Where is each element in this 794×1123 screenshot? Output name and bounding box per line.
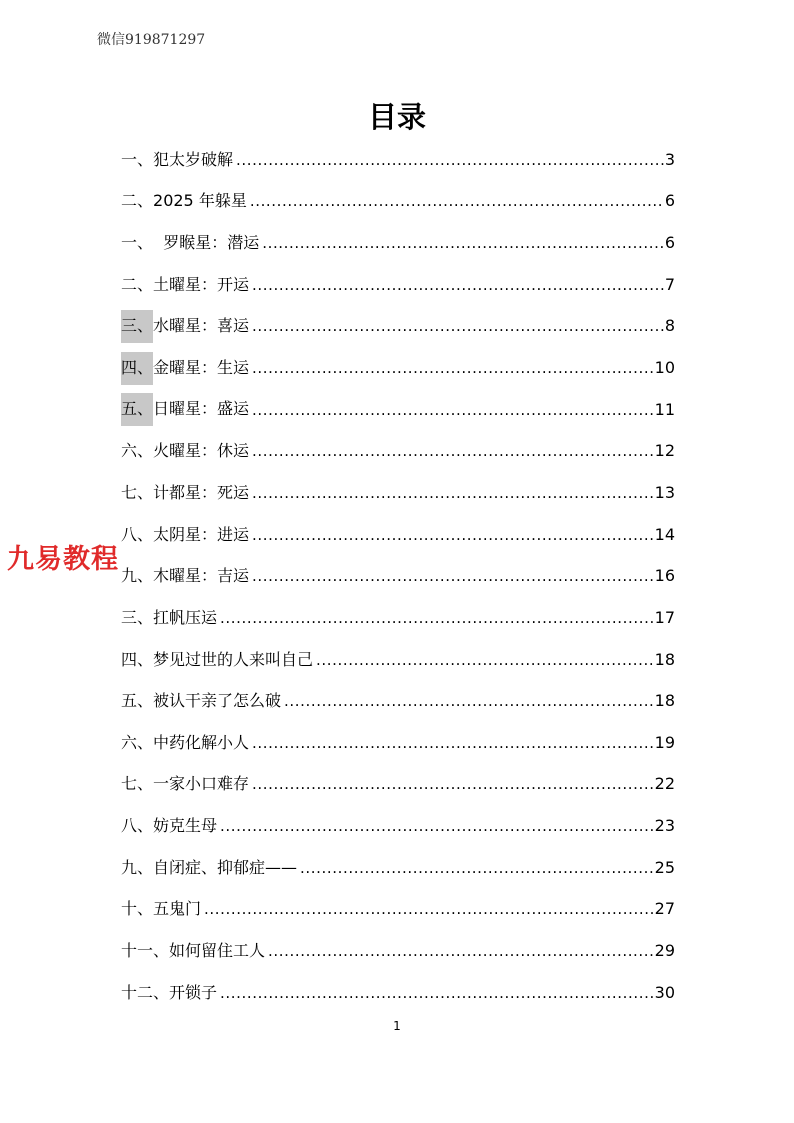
toc-entry-page: 19 — [654, 732, 675, 752]
toc-entry-text: 金曜星：生运 — [153, 357, 250, 377]
toc-entry-label — [121, 525, 252, 545]
toc-entry-text: 日曜星：盛运 — [153, 399, 250, 419]
toc-entry[interactable] — [121, 347, 675, 389]
toc-entry-page: 6 — [664, 191, 675, 211]
toc-entry-text: 如何留住工人 — [169, 940, 266, 960]
toc-entry-number: 二、 — [121, 191, 154, 211]
toc-entry-label — [121, 774, 252, 794]
toc-entry-leader-dots — [220, 983, 654, 1003]
toc-entry[interactable] — [121, 680, 675, 722]
toc-entry-page: 11 — [654, 399, 675, 419]
toc-entry-label — [121, 899, 204, 919]
toc-entry-label — [121, 566, 252, 586]
toc-entry-number: 九、 — [121, 566, 154, 586]
toc-entry-text: 被认干亲了怎么破 — [153, 691, 282, 711]
toc-entry-page: 23 — [654, 816, 675, 836]
toc-entry[interactable] — [121, 764, 675, 806]
toc-entry-text: 扛帆压运 — [153, 607, 218, 627]
toc-entry-text: 犯太岁破解 — [153, 149, 234, 169]
toc-title: 目录 — [367, 100, 426, 134]
toc-entry-number: 一、 — [121, 233, 154, 253]
toc-entry-number: 六、 — [121, 441, 154, 461]
toc-entry-number: 八、 — [121, 816, 154, 836]
toc-entry-text: 妨克生母 — [153, 816, 218, 836]
toc-entry-leader-dots — [252, 358, 654, 378]
toc-entry-number: 九、 — [121, 857, 154, 877]
toc-entry-label — [121, 310, 252, 343]
toc-entry[interactable] — [121, 930, 675, 972]
toc-entry-leader-dots — [252, 525, 654, 545]
toc-entry-page: 22 — [654, 774, 675, 794]
toc-entry-label — [121, 233, 262, 253]
toc-entry-number: 七、 — [121, 774, 154, 794]
toc-entry-number: 十一、 — [121, 940, 170, 960]
toc-entry[interactable] — [121, 389, 675, 431]
toc-entry[interactable] — [121, 639, 675, 681]
toc-entry-page: 3 — [664, 149, 675, 169]
toc-entry-page: 18 — [654, 649, 675, 669]
toc-entry-label — [121, 983, 220, 1003]
toc-entry-label — [121, 941, 268, 961]
toc-entry-text: 自闭症、抑郁症—— — [153, 857, 298, 877]
toc-entry-text: 梦见过世的人来叫自己 — [153, 649, 314, 669]
toc-entry[interactable] — [121, 222, 675, 264]
toc-entry-text: 太阴星：进运 — [153, 524, 250, 544]
toc-entry-leader-dots — [204, 899, 654, 919]
toc-entry-label — [121, 733, 252, 753]
toc-entry[interactable] — [121, 514, 675, 556]
toc-entry-number: 三、 — [121, 310, 153, 343]
toc-entry-page: 13 — [654, 482, 675, 502]
toc-entry-number: 八、 — [121, 524, 154, 544]
toc-entry-page: 17 — [654, 607, 675, 627]
toc-entry-text: 中药化解小人 — [153, 732, 250, 752]
toc-entry-page: 18 — [654, 691, 675, 711]
toc-entry-label — [121, 352, 252, 385]
toc-entry-text: 计都星：死运 — [153, 482, 250, 502]
toc-entry[interactable] — [121, 139, 675, 181]
toc-entry-label — [121, 275, 252, 295]
toc-entry-number: 六、 — [121, 732, 154, 752]
page-number: 1 — [393, 1019, 401, 1033]
toc-entry[interactable] — [121, 430, 675, 472]
toc-entry-page: 12 — [654, 441, 675, 461]
toc-entry-text: 开锁子 — [169, 982, 218, 1002]
toc-entry-leader-dots — [236, 150, 664, 170]
toc-entry-page: 25 — [654, 857, 675, 877]
toc-entry[interactable] — [121, 847, 675, 889]
toc-entry[interactable] — [121, 306, 675, 348]
toc-entry-text: 罗睺星：潜运 — [153, 233, 260, 253]
toc-entry-number: 十二、 — [121, 982, 170, 1002]
toc-entry-label — [121, 483, 252, 503]
toc-entry-text: 木曜星：吉运 — [153, 566, 250, 586]
toc-entry-number: 三、 — [121, 607, 154, 627]
toc-entry-page: 30 — [654, 982, 675, 1002]
toc-entry-page: 16 — [654, 566, 675, 586]
toc-entry-number: 四、 — [121, 352, 153, 385]
toc-entry[interactable] — [121, 181, 675, 223]
toc-entry[interactable] — [121, 889, 675, 931]
toc-entry-text: 五鬼门 — [153, 899, 202, 919]
toc-entry-page: 6 — [664, 233, 675, 253]
toc-entry-label — [121, 441, 252, 461]
toc-entry-leader-dots — [252, 733, 654, 753]
toc-entry-leader-dots — [252, 566, 654, 586]
toc-entry-page: 7 — [664, 274, 675, 294]
toc-entry-number: 五、 — [121, 691, 154, 711]
toc-entry-number: 五、 — [121, 393, 153, 426]
toc-entry-label — [121, 393, 252, 426]
toc-entry-leader-dots — [220, 608, 654, 628]
toc-entry-label — [121, 191, 250, 211]
toc-entry-label — [121, 608, 220, 628]
toc-entry-label — [121, 691, 284, 711]
toc-entry-leader-dots — [268, 941, 654, 961]
toc-entry-leader-dots — [252, 483, 654, 503]
toc-entry-leader-dots — [252, 400, 654, 420]
toc-entry[interactable] — [121, 805, 675, 847]
toc-entry[interactable] — [121, 722, 675, 764]
toc-entry-label — [121, 650, 316, 670]
toc-entry-number: 四、 — [121, 649, 154, 669]
toc-entry-text: 水曜星：喜运 — [153, 315, 250, 335]
toc-entry-leader-dots — [316, 650, 654, 670]
toc-entry[interactable] — [121, 597, 675, 639]
toc-entry-leader-dots — [252, 774, 654, 794]
toc-entry-page: 8 — [664, 316, 675, 336]
header-contact-note: 微信919871297 — [97, 32, 206, 48]
toc-entry-number: 七、 — [121, 482, 154, 502]
toc-entry-label — [121, 858, 300, 878]
toc-entry-label — [121, 816, 220, 836]
toc-entry-page: 27 — [654, 899, 675, 919]
toc-entry[interactable] — [121, 264, 675, 306]
toc-entry[interactable] — [121, 555, 675, 597]
toc-entry-page: 14 — [654, 524, 675, 544]
toc-entry-leader-dots — [252, 275, 664, 295]
toc-entry-number: 二、 — [121, 274, 154, 294]
toc-entry-page: 10 — [654, 358, 675, 378]
toc-entry-text: 2025 年躲星 — [153, 191, 247, 211]
toc-entry-text: 土曜星：开运 — [153, 274, 250, 294]
watermark: 九易教程 — [7, 544, 119, 575]
toc-entry-number: 十、 — [121, 899, 154, 919]
toc-entry-leader-dots — [220, 816, 654, 836]
toc-entry-leader-dots — [262, 233, 664, 253]
toc-entry-leader-dots — [252, 316, 664, 336]
toc-entry-leader-dots — [250, 191, 664, 211]
toc-entry-leader-dots — [252, 441, 654, 461]
toc-entry[interactable] — [121, 972, 675, 1014]
toc-entry-page: 29 — [654, 940, 675, 960]
toc-entry-text: 一家小口难存 — [153, 774, 250, 794]
toc-entry-leader-dots — [284, 691, 654, 711]
toc-entry-label — [121, 150, 236, 170]
toc-list — [121, 139, 675, 1013]
toc-entry[interactable] — [121, 472, 675, 514]
toc-entry-number: 一、 — [121, 149, 154, 169]
toc-entry-leader-dots — [300, 858, 654, 878]
toc-entry-text: 火曜星：休运 — [153, 441, 250, 461]
